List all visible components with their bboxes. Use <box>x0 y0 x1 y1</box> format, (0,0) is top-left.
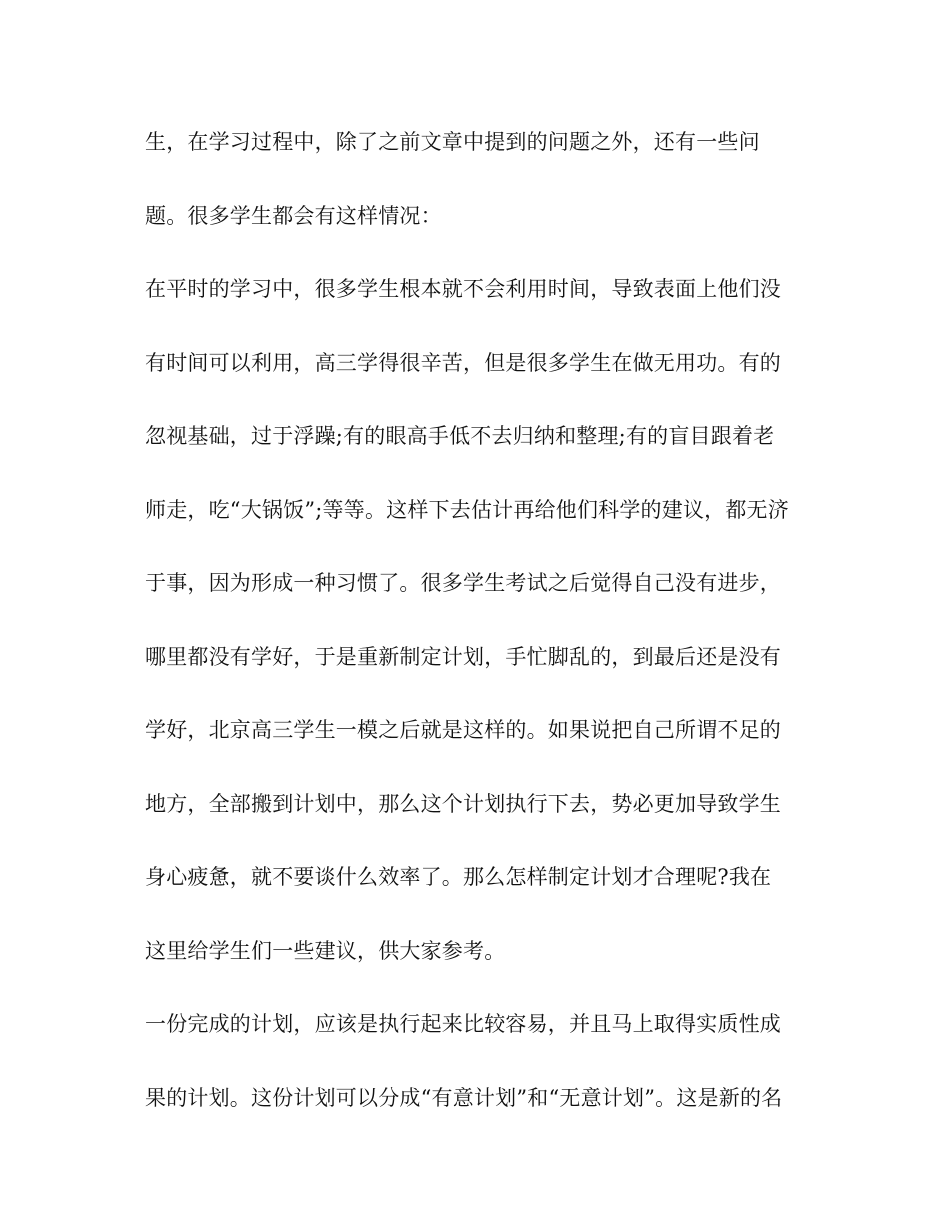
text-line: 在平时的学习中，很多学生根本就不会利用时间，导致表面上他们没 <box>145 277 781 301</box>
text-line: 师走，吃“大锅饭”;等等。这样下去估计再给他们科学的建议，都无济 <box>145 497 789 522</box>
text-line: 于事，因为形成一种习惯了。很多学生考试之后觉得自己没有进步， <box>145 571 781 595</box>
text-line: 地方，全部搬到计划中，那么这个计划执行下去，势必更加导致学生 <box>145 791 781 816</box>
body-text <box>145 124 815 1153</box>
text-line: 有时间可以利用，高三学得很辛苦，但是很多学生在做无用功。有的 <box>145 350 781 375</box>
text-line: 题。很多学生都会有这样情况： <box>145 203 442 228</box>
text-line: 果的计划。这份计划可以分成“有意计划”和“无意计划”。这是新的名 <box>145 1085 783 1110</box>
text-line: 学好，北京高三学生一模之后就是这样的。如果说把自己所谓不足的 <box>145 718 781 742</box>
text-line: 这里给学生们一些建议，供大家参考。 <box>145 938 506 963</box>
text-line: 身心疲惫，就不要谈什么效率了。那么怎样制定计划才合理呢?我在 <box>145 865 772 889</box>
text-line: 生，在学习过程中，除了之前文章中提到的问题之外，还有一些问 <box>145 130 760 154</box>
text-line: 忽视基础，过于浮躁;有的眼高手低不去归纳和整理;有的盲目跟着老 <box>145 424 775 448</box>
text-line: 一份完成的计划，应该是执行起来比较容易，并且马上取得实质性成 <box>145 1012 781 1036</box>
text-line: 哪里都没有学好，于是重新制定计划，手忙脚乱的，到最后还是没有 <box>145 644 781 669</box>
